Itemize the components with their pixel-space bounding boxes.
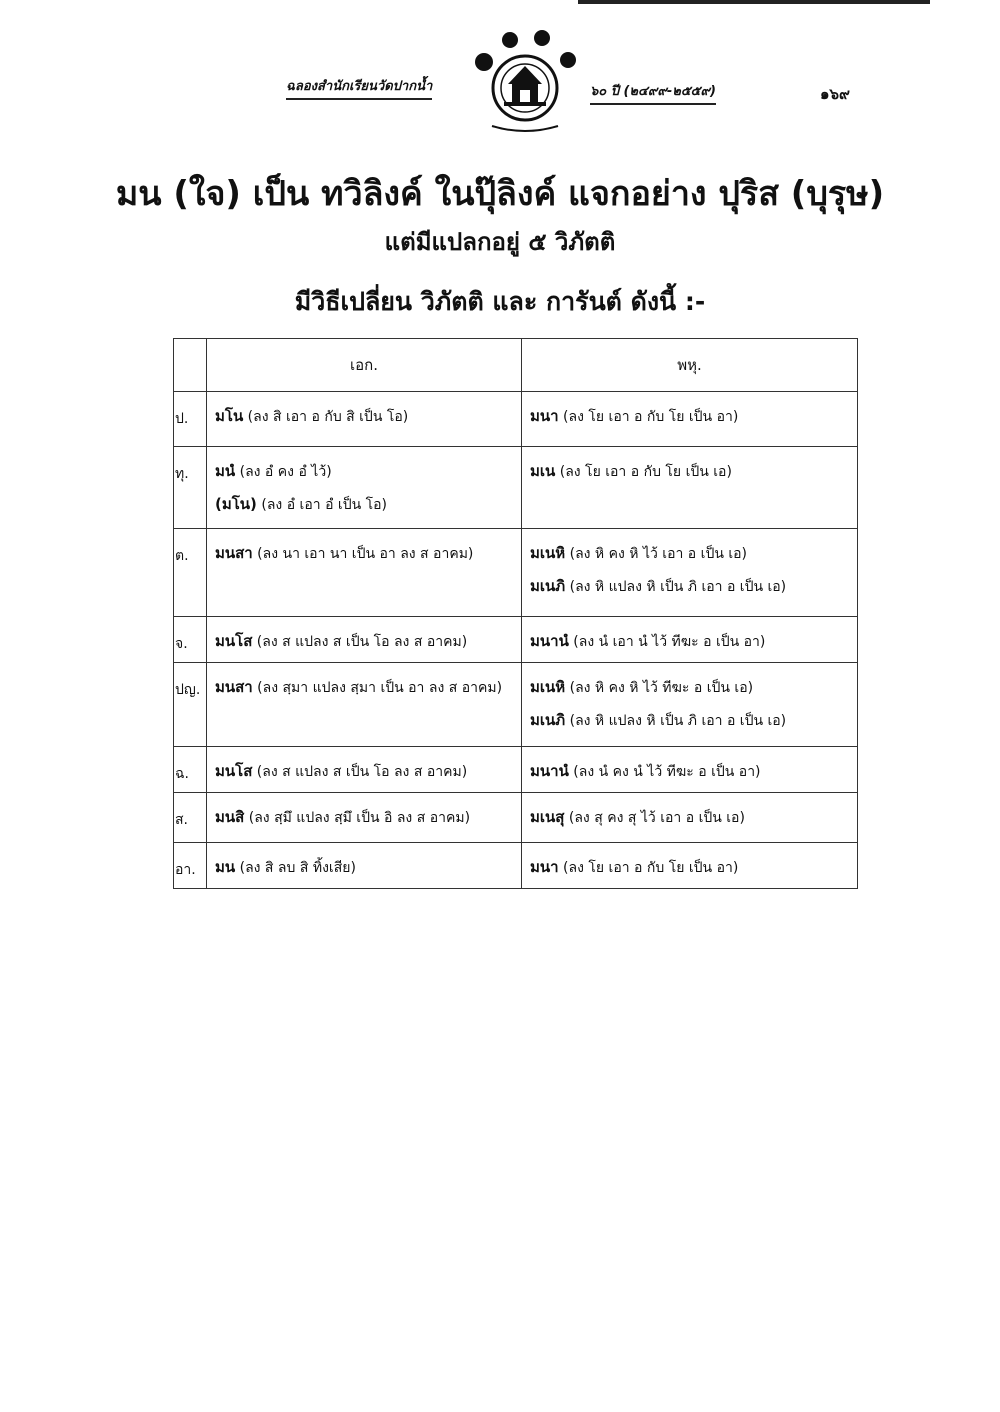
derivation-note: (ลง อํ คง อํ ไว้): [235, 464, 332, 480]
word-form: มเนภิ: [530, 711, 566, 729]
plural-cell: [522, 793, 858, 843]
top-rule: [578, 0, 930, 4]
word-form: มโน: [215, 407, 244, 425]
singular-form-line: [215, 855, 513, 880]
singular-cell: [207, 392, 522, 447]
derivation-note: (ลง โย เอา อ กับ โย เป็น อา): [558, 409, 739, 425]
word-form: มนานํ: [530, 632, 569, 650]
table-row: [174, 617, 858, 663]
singular-cell: [207, 663, 522, 747]
header-case: [174, 339, 207, 392]
table-row: [174, 793, 858, 843]
derivation-note: (ลง หิ คง หิ ไว้ ทีฆะ อ เป็น เอ): [565, 680, 754, 696]
header-singular: เอก.: [207, 339, 522, 392]
singular-cell: [207, 747, 522, 793]
table-row: [174, 392, 858, 447]
singular-cell: [207, 793, 522, 843]
case-label: ทุ.: [174, 447, 207, 529]
table-row: [174, 747, 858, 793]
plural-cell: [522, 392, 858, 447]
declension-table: [173, 338, 858, 889]
derivation-note: (ลง นา เอา นา เป็น อา ลง ส อาคม): [252, 546, 474, 562]
plural-cell: [522, 447, 858, 529]
case-label: ปญ.: [174, 663, 207, 747]
plural-cell: [522, 747, 858, 793]
word-form: มเนภิ: [530, 577, 566, 595]
derivation-note: (ลง หิ คง หิ ไว้ เอา อ เป็น เอ): [565, 546, 748, 562]
word-form: มเน: [530, 462, 556, 480]
plural-form-line: [530, 541, 849, 566]
singular-form-line: [215, 805, 513, 830]
plural-form-line: [530, 574, 849, 599]
word-form: (มโน): [215, 495, 257, 513]
header-anniversary-text: ๖๐ ปี (๒๔๙๙-๒๕๕๙): [590, 80, 716, 105]
derivation-note: (ลง สิ เอา อ กับ สิ เป็น โอ): [243, 409, 409, 425]
singular-form-line: [215, 759, 513, 784]
plural-cell: [522, 617, 858, 663]
case-label: ฉ.: [174, 747, 207, 793]
word-form: มนโส: [215, 632, 253, 650]
table-body: [174, 392, 858, 889]
derivation-note: (ลง โย เอา อ กับ โย เป็น เอ): [555, 464, 732, 480]
singular-form-line: [215, 492, 513, 517]
plural-form-line: [530, 629, 849, 654]
derivation-note: (ลง สฺมึ แปลง สฺมึ เป็น อิ ลง ส อาคม): [244, 810, 471, 826]
plural-cell: [522, 663, 858, 747]
plural-form-line: [530, 805, 849, 830]
plural-cell: [522, 529, 858, 617]
derivation-note: (ลง อํ เอา อํ เป็น โอ): [256, 497, 388, 513]
plural-form-line: [530, 459, 849, 484]
word-form: มนํ: [215, 462, 236, 480]
singular-form-line: [215, 675, 513, 700]
derivation-note: (ลง สฺมา แปลง สฺมา เป็น อา ลง ส อาคม): [252, 680, 503, 696]
page-number: ๑๖๙: [820, 85, 851, 103]
plural-form-line: [530, 855, 849, 880]
word-form: มนา: [530, 858, 559, 876]
case-label: ป.: [174, 392, 207, 447]
page-title: มน (ใจ) เป็น ทวิลิงค์ ในปุ๊ลิงค์ แจกอย่าง ปุริส (บุรุษ): [115, 174, 885, 214]
temple-emblem-logo: [470, 28, 580, 138]
derivation-note: (ลง ส แปลง ส เป็น โอ ลง ส อาคม): [252, 764, 468, 780]
derivation-note: (ลง โย เอา อ กับ โย เป็น อา): [558, 860, 739, 876]
case-label: จ.: [174, 617, 207, 663]
singular-cell: [207, 447, 522, 529]
page-subtitle: แต่มีแปลกอยู่ ๕ วิภัตติ: [384, 228, 616, 256]
word-form: มเนหิ: [530, 544, 566, 562]
word-form: มนสา: [215, 678, 253, 696]
page-instruction: มีวิธีเปลี่ยน วิภัตติ และ การันต์ ดังนี้ :-: [294, 287, 706, 316]
word-form: มนโส: [215, 762, 253, 780]
word-form: มนสิ: [215, 808, 245, 826]
plural-form-line: [530, 708, 849, 733]
table-row: [174, 663, 858, 747]
singular-form-line: [215, 629, 513, 654]
derivation-note: (ลง หิ แปลง หิ เป็น ภิ เอา อ เป็น เอ): [565, 713, 787, 729]
singular-form-line: [215, 541, 513, 566]
singular-form-line: [215, 459, 513, 484]
table-row: [174, 447, 858, 529]
header-left-text: ฉลองสำนักเรียนวัดปากน้ำ: [286, 75, 432, 100]
singular-cell: [207, 843, 522, 889]
case-label: ส.: [174, 793, 207, 843]
plural-form-line: [530, 759, 849, 784]
table-header-row: [174, 339, 858, 392]
word-form: มนานํ: [530, 762, 569, 780]
derivation-note: (ลง หิ แปลง หิ เป็น ภิ เอา อ เป็น เอ): [565, 579, 787, 595]
table-row: [174, 529, 858, 617]
word-form: มเนสุ: [530, 808, 565, 826]
derivation-note: (ลง นํ เอา นํ ไว้ ทีฆะ อ เป็น อา): [568, 634, 766, 650]
word-form: มน: [215, 858, 236, 876]
word-form: มเนหิ: [530, 678, 566, 696]
singular-cell: [207, 529, 522, 617]
plural-form-line: [530, 404, 849, 429]
plural-form-line: [530, 675, 849, 700]
derivation-note: (ลง นํ คง นํ ไว้ ทีฆะ อ เป็น อา): [568, 764, 761, 780]
derivation-note: (ลง สิ ลบ สิ ทิ้งเสีย): [235, 860, 356, 876]
word-form: มนา: [530, 407, 559, 425]
header-plural: พหุ.: [522, 339, 858, 392]
table-row: [174, 843, 858, 889]
plural-cell: [522, 843, 858, 889]
case-label: อา.: [174, 843, 207, 889]
derivation-note: (ลง ส แปลง ส เป็น โอ ลง ส อาคม): [252, 634, 468, 650]
derivation-note: (ลง สุ คง สุ ไว้ เอา อ เป็น เอ): [564, 810, 745, 826]
case-label: ต.: [174, 529, 207, 617]
singular-form-line: [215, 404, 513, 429]
singular-cell: [207, 617, 522, 663]
word-form: มนสา: [215, 544, 253, 562]
